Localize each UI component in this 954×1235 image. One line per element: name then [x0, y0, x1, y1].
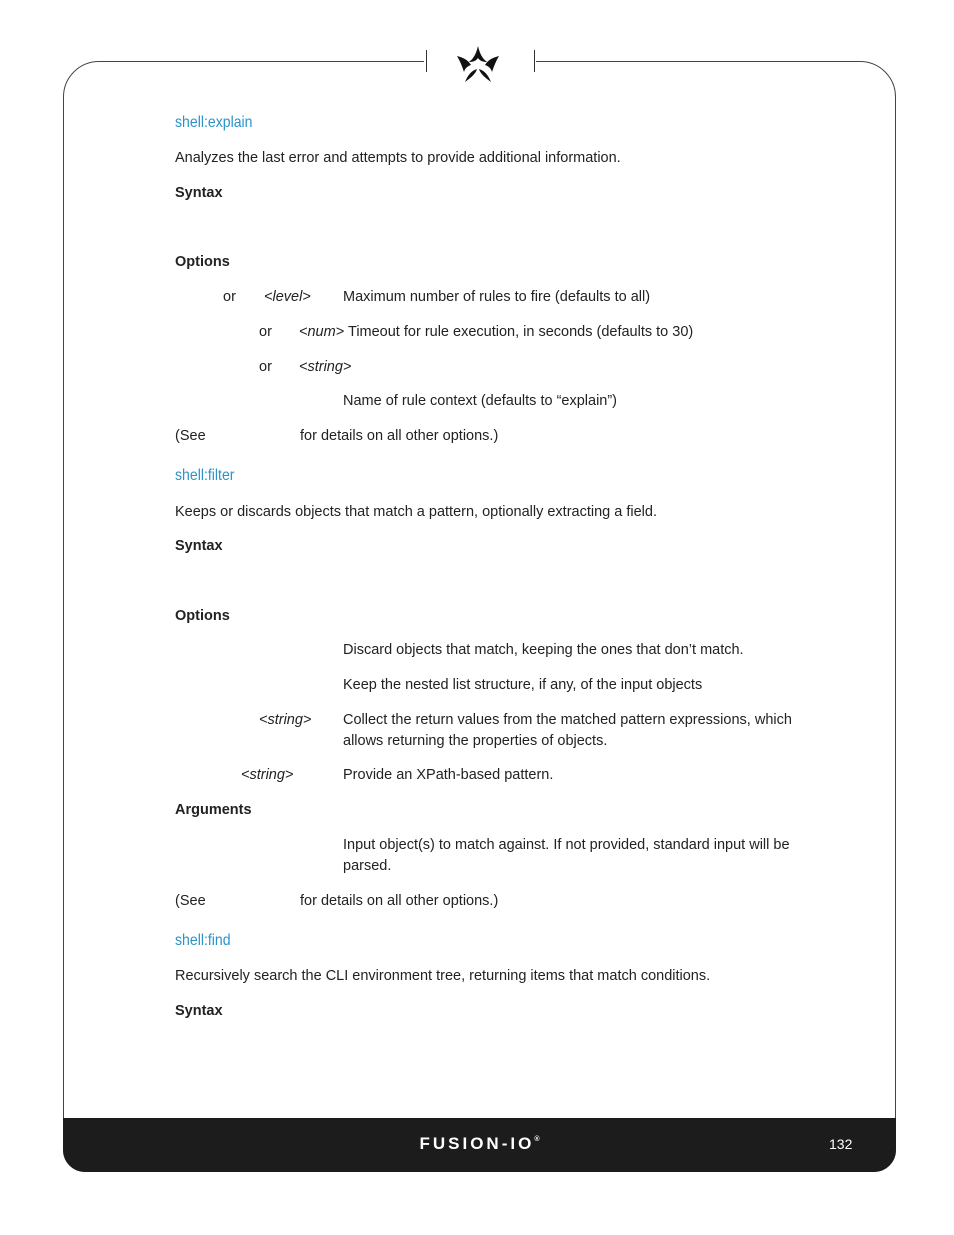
see-reference-prefix: (See: [175, 428, 206, 444]
find-syntax-label: Syntax: [175, 1003, 223, 1019]
option-or: or: [259, 359, 272, 375]
option-or: or: [223, 289, 236, 305]
header-tick-right: [534, 50, 535, 72]
filter-options-label: Options: [175, 608, 230, 624]
section-heading-explain: shell:explain: [175, 114, 253, 131]
option-or: or: [259, 324, 272, 340]
explain-description: Analyzes the last error and attempts to provide additional information.: [175, 150, 621, 166]
argument-description: Input object(s) to match against. If not provided, standard input will be: [343, 837, 790, 853]
filter-syntax-label: Syntax: [175, 538, 223, 554]
option-param: <string>: [259, 712, 312, 728]
brand-name: FUSION-IO: [419, 1134, 535, 1153]
option-description-continued: allows returning the properties of objects.: [343, 733, 608, 749]
option-param: <level>: [264, 289, 311, 305]
option-description: Discard objects that match, keeping the ones that don’t match.: [343, 642, 744, 658]
header-tick-left: [426, 50, 427, 72]
option-description: Name of rule context (defaults to “explain”): [343, 393, 618, 409]
option-param: <string>: [241, 767, 294, 783]
see-reference-suffix: for details on all other options.): [300, 893, 499, 909]
section-heading-find: shell:find: [175, 932, 231, 949]
option-description: Timeout for rule execution, in seconds (defaults to 30): [348, 324, 694, 340]
explain-syntax-label: Syntax: [175, 185, 223, 201]
filter-description: Keeps or discards objects that match a pattern, optionally extracting a field.: [175, 504, 657, 520]
section-heading-filter: shell:filter: [175, 467, 235, 484]
trademark-symbol: ®: [534, 1136, 540, 1143]
argument-description-continued: parsed.: [343, 858, 392, 874]
fusion-io-star-logo-icon: [452, 42, 504, 86]
option-param: <string>: [299, 359, 352, 375]
option-description: Collect the return values from the matched pattern expressions, which: [343, 712, 792, 728]
footer-brand-logo: [63, 1134, 896, 1154]
see-reference-prefix: (See: [175, 893, 206, 909]
page-number: 132: [829, 1136, 853, 1152]
option-description: Provide an XPath-based pattern.: [343, 767, 554, 783]
option-description: Keep the nested list structure, if any, of the input objects: [343, 677, 703, 693]
see-reference-suffix: for details on all other options.): [300, 428, 499, 444]
find-description: Recursively search the CLI environment tree, returning items that match conditions.: [175, 968, 711, 984]
option-description: Maximum number of rules to fire (defaults to all): [343, 289, 651, 305]
option-param: <num>: [299, 324, 345, 340]
filter-arguments-label: Arguments: [175, 802, 252, 818]
explain-options-label: Options: [175, 254, 230, 270]
page-footer: [63, 1118, 896, 1172]
